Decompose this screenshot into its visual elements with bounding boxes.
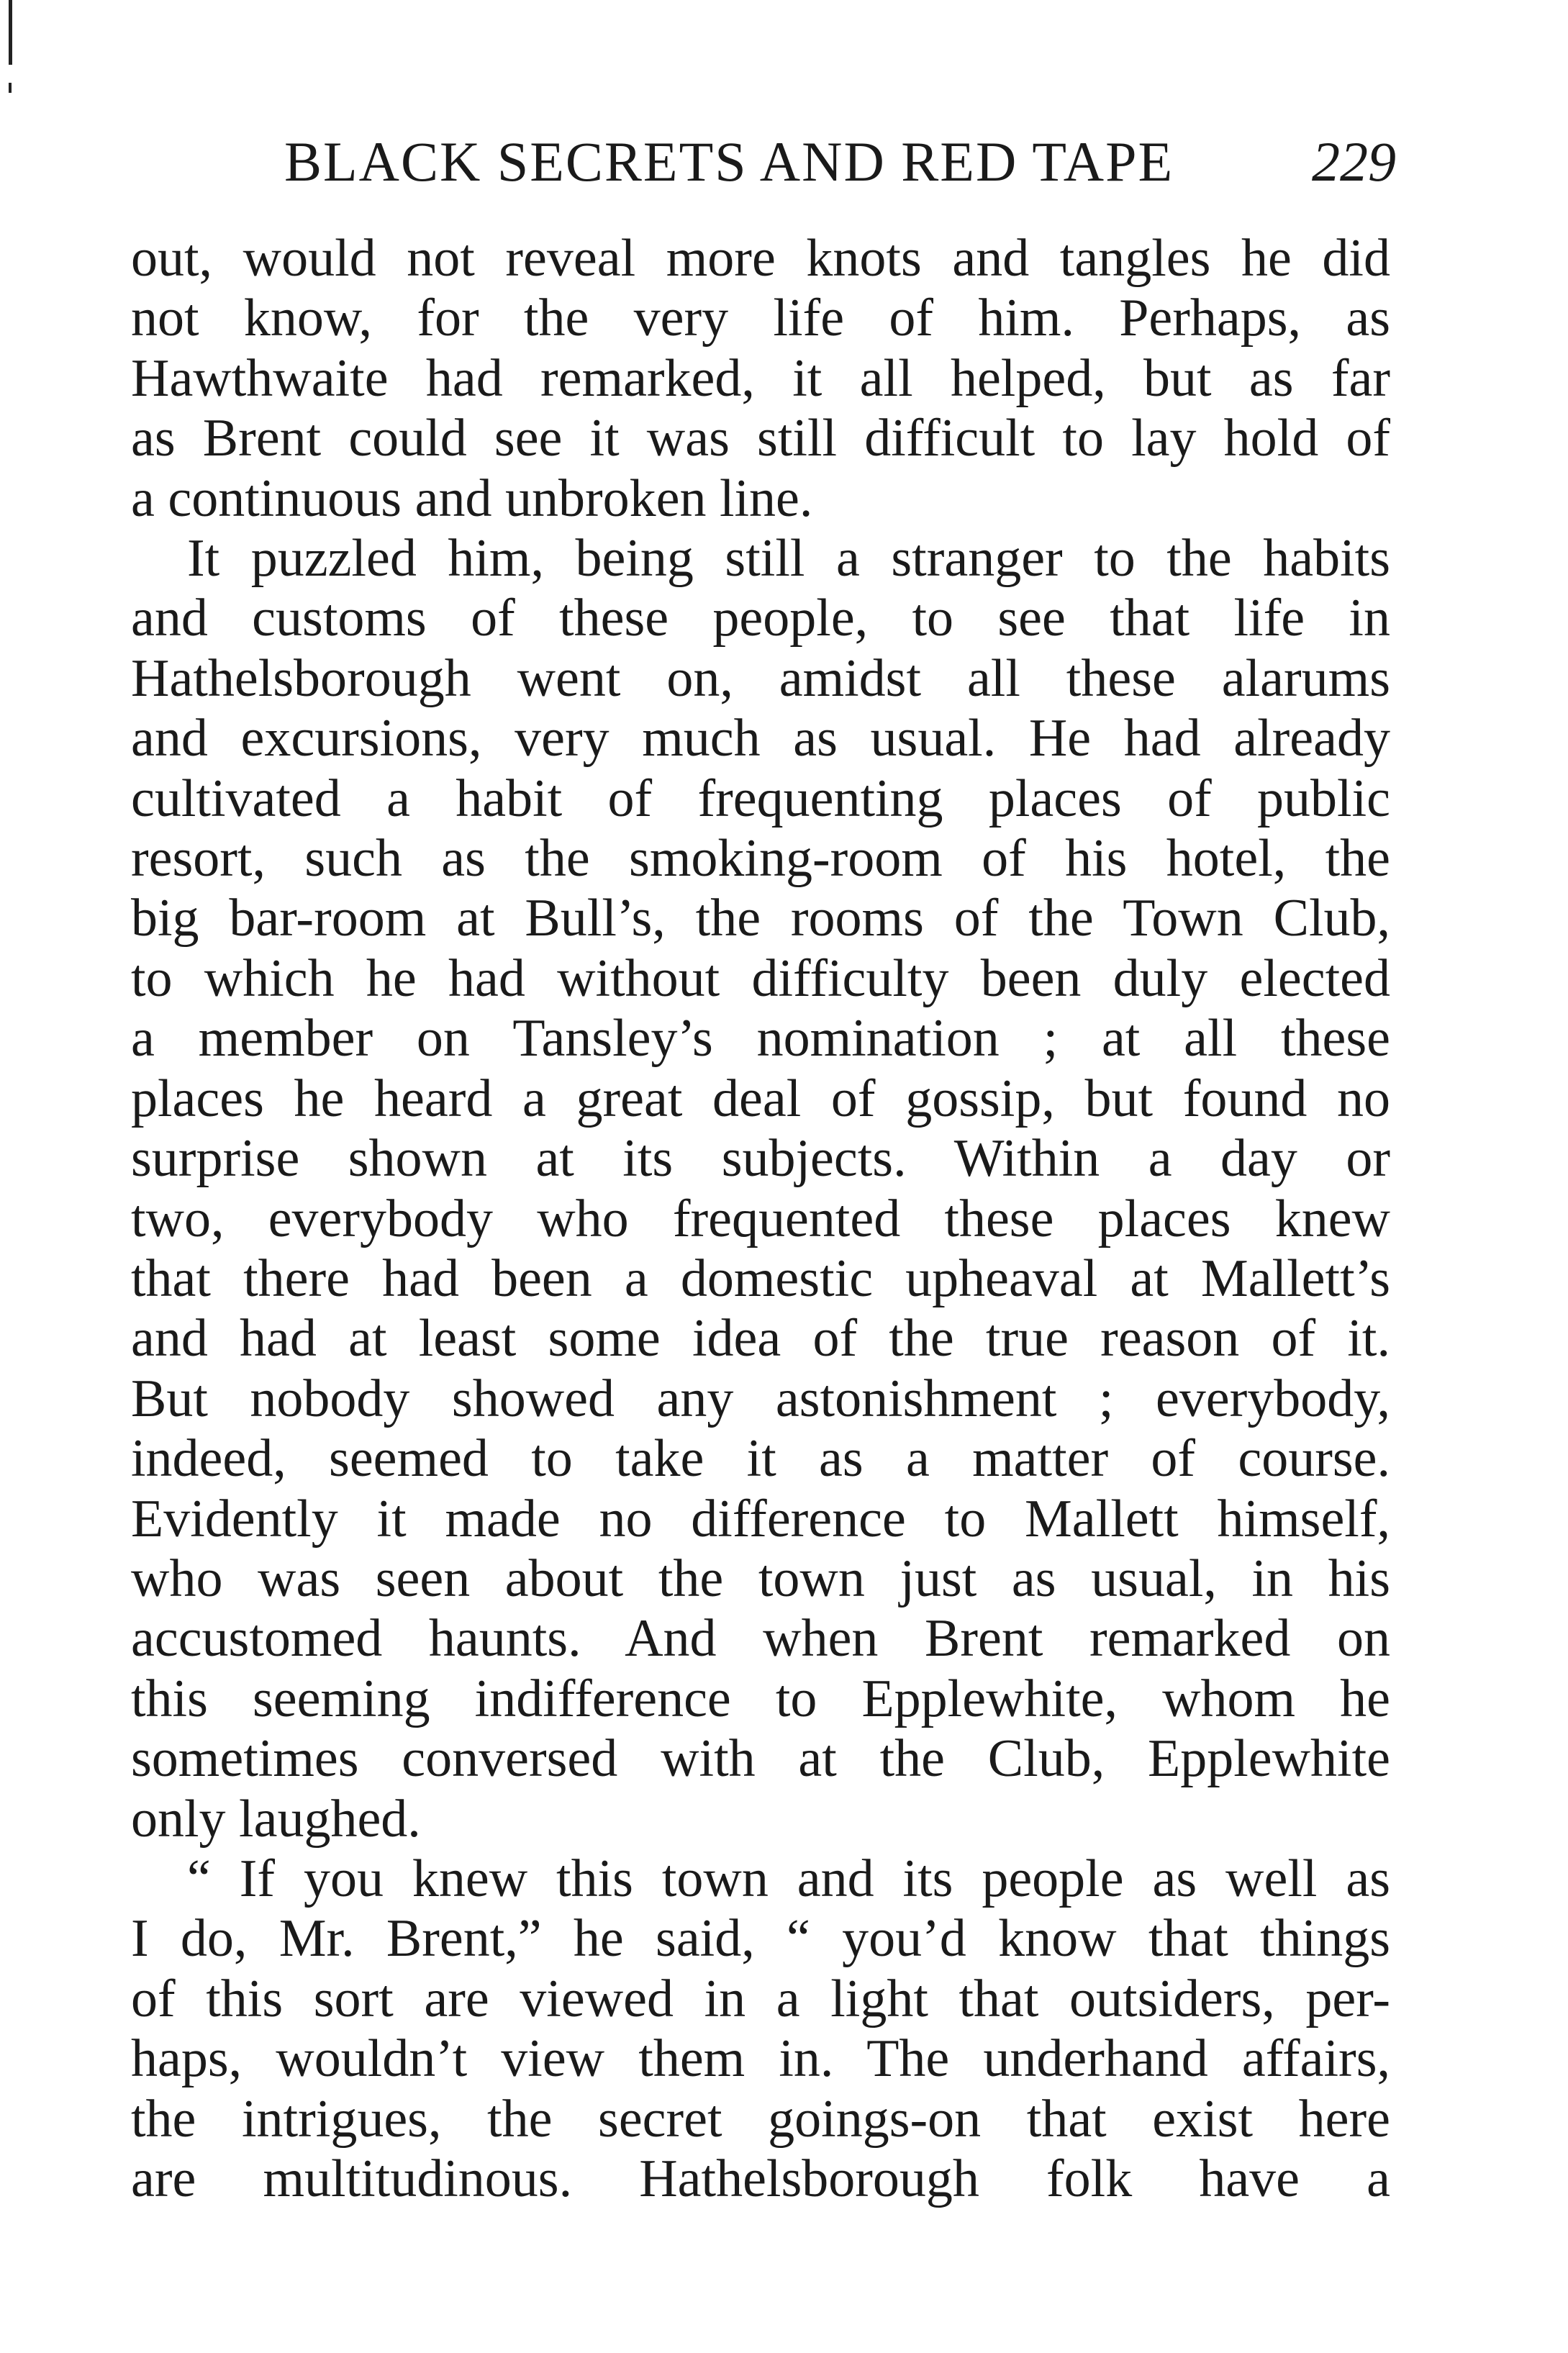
text-line: that there had been a domestic upheaval at Mallett’s — [131, 1248, 1390, 1308]
paragraph — [131, 229, 1390, 529]
page-number: 229 — [1312, 130, 1396, 193]
text-line: a member on Tansley’s nomination ; at all these — [131, 1009, 1390, 1069]
text-line: to which he had without difficulty been duly elected — [131, 948, 1390, 1008]
text-line: as Brent could see it was still difficult to lay hold of — [131, 409, 1390, 468]
paragraph — [131, 1849, 1390, 2209]
text-line: Hathelsborough went on, amidst all these alarums — [131, 648, 1390, 708]
text-line: and had at least some idea of the true reason of it. — [131, 1309, 1390, 1369]
text-line: Evidently it made no difference to Mallett himself, — [131, 1489, 1390, 1549]
text-line: places he heard a great deal of gossip, but found no — [131, 1069, 1390, 1128]
text-line: this seeming indifference to Epplewhite, whom he — [131, 1669, 1390, 1728]
text-line: indeed, seemed to take it as a matter of course. — [131, 1429, 1390, 1489]
paragraph — [131, 529, 1390, 1849]
text-line: and excursions, very much as usual. He had already — [131, 709, 1390, 769]
text-line: who was seen about the town just as usual, in his — [131, 1549, 1390, 1608]
text-line: a continuous and unbroken line. — [131, 468, 813, 528]
text-line: cultivated a habit of frequenting places of public — [131, 769, 1390, 828]
text-line: only laughed. — [131, 1789, 421, 1849]
text-line: big bar-room at Bull’s, the rooms of the Town Club, — [131, 889, 1390, 948]
text-line: sometimes conversed with at the Club, Epplewhite — [131, 1729, 1390, 1789]
text-line: of this sort are viewed in a light that outsiders, per- — [131, 1969, 1390, 2028]
text-line: the intrigues, the secret goings-on that exist here — [131, 2089, 1390, 2149]
running-head-title: BLACK SECRETS AND RED TAPE — [284, 130, 1174, 193]
text-line: two, everybody who frequented these places knew — [131, 1189, 1390, 1248]
text-line: But nobody showed any astonishment ; everybody, — [131, 1369, 1390, 1428]
body-text — [131, 229, 1390, 2209]
text-line: out, would not reveal more knots and tangles he did — [131, 229, 1390, 288]
text-line: accustomed haunts. And when Brent remarked on — [131, 1609, 1390, 1669]
running-head — [284, 122, 1396, 201]
text-line: Hawthwaite had remarked, it all helped, but as far — [131, 348, 1390, 408]
text-line: haps, wouldn’t view them in. The underhand affairs, — [131, 2029, 1390, 2089]
text-line: and customs of these people, to see that life in — [131, 589, 1390, 648]
gutter-scan-mark — [9, 83, 12, 93]
text-line: are multitudinous. Hathelsborough folk have a — [131, 2149, 1390, 2208]
gutter-scan-mark — [9, 0, 12, 65]
text-line: not know, for the very life of him. Perhaps, as — [131, 289, 1390, 348]
text-line: surprise shown at its subjects. Within a day or — [131, 1129, 1390, 1189]
text-line: resort, such as the smoking-room of his hotel, the — [131, 829, 1390, 889]
text-line: “ If you knew this town and its people as well as — [187, 1849, 1390, 1908]
text-line: It puzzled him, being still a stranger to the habits — [187, 529, 1390, 589]
text-line: I do, Mr. Brent,” he said, “ you’d know that things — [131, 1909, 1390, 1969]
